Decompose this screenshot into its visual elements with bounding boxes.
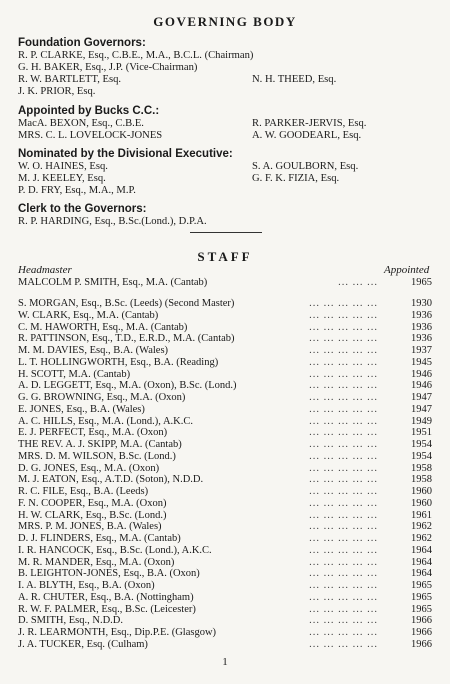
staff-name: M. R. MANDER, Esq., M.A. (Oxon): [18, 557, 178, 569]
leader-dots: ... ... ... ... ...: [309, 321, 378, 333]
appointed-year: 1964: [411, 544, 432, 556]
staff-row: [18, 580, 432, 592]
staff-row: [18, 604, 432, 616]
staff-name: R. W. F. PALMER, Esq., B.Sc. (Leicester): [18, 604, 200, 616]
appointed-year: 1936: [411, 321, 432, 333]
staff-name: J. A. TUCKER, Esq. (Culham): [18, 639, 152, 651]
staff-row: [18, 427, 432, 439]
appointed-year: 1962: [411, 521, 432, 533]
staff-name: MRS. D. M. WILSON, B.Sc. (Lond.): [18, 451, 180, 463]
staff-name: D. SMITH, Esq., N.D.D.: [18, 615, 127, 627]
leader-dots: ... ... ... ... ...: [309, 427, 378, 439]
appointed-year: 1960: [411, 486, 432, 497]
staff-name: I. R. HANCOCK, Esq., B.Sc. (Lond.), A.K.C.: [18, 545, 216, 557]
leader-dots: ... ... ... ... ...: [309, 615, 378, 627]
staff-row: [18, 380, 432, 392]
leader-dots: ... ... ... ... ...: [309, 415, 378, 427]
staff-name: F. N. COOPER, Esq., M.A. (Oxon): [18, 498, 171, 510]
staff-name: THE REV. A. J. SKIPP, M.A. (Cantab): [18, 439, 186, 451]
staff-row: [18, 322, 432, 334]
appointed-year: 1954: [411, 450, 432, 462]
staff-name: A. D. LEGGETT, Esq., M.A. (Oxon), B.Sc. (Lond.): [18, 380, 241, 392]
leader-dots: ... ... ... ... ...: [309, 368, 378, 380]
appointed-year: 1960: [411, 497, 432, 509]
leader-dots: ... ... ... ... ...: [309, 403, 378, 415]
leader-dots: ... ... ... ... ...: [309, 556, 378, 568]
leader-dots: ... ... ... ... ...: [309, 356, 378, 368]
clerk-heading: Clerk to the Governors:: [18, 203, 147, 215]
leader-dots: ... ... ... ... ...: [309, 544, 378, 556]
headmaster-row: [18, 277, 432, 289]
staff-name: D. J. FLINDERS, Esq., M.A. (Cantab): [18, 533, 185, 545]
appointed-year: 1951: [411, 427, 432, 439]
staff-name: C. M. HAWORTH, Esq., M.A. (Cantab): [18, 322, 191, 334]
appointed-year: 1966: [411, 627, 432, 638]
appointed-year: 1962: [411, 533, 432, 544]
appointed-year: 1954: [411, 439, 432, 450]
appointed-year: 1966: [411, 638, 432, 650]
appointed-year: 1936: [411, 309, 432, 321]
appointed-year: 1964: [411, 556, 432, 568]
leader-dots: ... ... ... ... ...: [309, 380, 378, 392]
staff-name: J. R. LEARMONTH, Esq., Dip.P.E. (Glasgow): [18, 627, 220, 639]
leader-dots: ... ... ... ... ...: [309, 627, 378, 638]
staff-name: I. A. BLYTH, Esq., B.A. (Oxon): [18, 580, 159, 592]
appointed-year: 1946: [411, 380, 432, 392]
appointed-year: 1965: [411, 603, 432, 615]
staff-name: A. R. CHUTER, Esq., B.A. (Nottingham): [18, 592, 198, 604]
governor-name: M. J. KEELEY, Esq.: [18, 173, 106, 184]
leader-dots: ... ... ... ... ...: [309, 462, 378, 474]
staff-row: [18, 451, 432, 463]
leader-dots: ... ... ... ... ...: [309, 345, 378, 356]
governor-name: A. W. GOODEARL, Esq.: [252, 130, 362, 141]
staff-name: L. T. HOLLINGWORTH, Esq., B.A. (Reading): [18, 357, 222, 369]
staff-row: [18, 333, 432, 345]
staff-name: M. J. EATON, Esq., A.T.D. (Soton), N.D.D.: [18, 474, 207, 486]
staff-row: [18, 486, 432, 498]
staff-name: R. C. FILE, Esq., B.A. (Leeds): [18, 486, 152, 498]
appointed-year: 1958: [411, 474, 432, 486]
staff-name: R. PATTINSON, Esq., T.D., E.R.D., M.A. (Cantab): [18, 333, 239, 345]
appointed-year: 1964: [411, 568, 432, 580]
governor-name: J. K. PRIOR, Esq.: [18, 86, 96, 97]
appointed-year: 1945: [411, 356, 432, 368]
staff-name: M. M. DAVIES, Esq., B.A. (Wales): [18, 345, 172, 357]
governor-name: S. A. GOULBORN, Esq.: [252, 161, 359, 172]
staff-row: [18, 416, 432, 428]
staff-row: [18, 627, 432, 639]
staff-name: MRS. P. M. JONES, B.A. (Wales): [18, 521, 166, 533]
governor-name: R. W. BARTLETT, Esq.: [18, 74, 122, 85]
staff-row: [18, 369, 432, 381]
governor-name: N. H. THEED, Esq.: [252, 74, 337, 85]
governor-name: G. F. K. FIZIA, Esq.: [252, 173, 340, 184]
staff-row: [18, 615, 432, 627]
staff-row: [18, 404, 432, 416]
leader-dots: ... ... ... ... ...: [309, 591, 378, 603]
appointed-year: 1937: [411, 345, 432, 356]
headmaster-name: MALCOLM P. SMITH, Esq., M.A. (Cantab): [18, 277, 211, 289]
leader-dots: ... ... ... ... ...: [309, 486, 378, 497]
foundation-governors-heading: Foundation Governors:: [18, 37, 146, 49]
leader-dots: ... ... ... ... ...: [309, 533, 378, 544]
appointed-label: Appointed: [384, 264, 430, 276]
staff-row: [18, 521, 432, 533]
divisional-executive-heading: Nominated by the Divisional Executive:: [18, 148, 233, 160]
staff-name: S. MORGAN, Esq., B.Sc. (Leeds) (Second Master): [18, 298, 238, 310]
leader-dots: ... ... ... ... ...: [309, 603, 378, 615]
staff-row: [18, 533, 432, 545]
appointed-year: 1949: [411, 415, 432, 427]
staff-name: B. LEIGHTON-JONES, Esq., B.A. (Oxon): [18, 568, 204, 580]
staff-name: A. C. HILLS, Esq., M.A. (Lond.), A.K.C.: [18, 416, 197, 428]
staff-row: [18, 498, 432, 510]
staff-row: [18, 357, 432, 369]
staff-name: E. JONES, Esq., B.A. (Wales): [18, 404, 149, 416]
page-number: 1: [222, 656, 228, 668]
appointed-year: 1947: [411, 403, 432, 415]
leader-dots: ... ... ... ... ...: [309, 298, 378, 309]
staff-row: [18, 392, 432, 404]
staff-row: [18, 439, 432, 451]
governor-name: P. D. FRY, Esq., M.A., M.P.: [18, 185, 136, 196]
staff-row: [18, 545, 432, 557]
staff-row: [18, 463, 432, 475]
appointed-year: 1958: [411, 462, 432, 474]
leader-dots: ... ... ... ... ...: [309, 638, 378, 650]
appointed-year: 1961: [411, 509, 432, 521]
staff-row: [18, 557, 432, 569]
governor-name: MacA. BEXON, Esq., C.B.E.: [18, 118, 144, 129]
staff-name: H. W. CLARK, Esq., B.Sc. (Lond.): [18, 510, 170, 522]
staff-row: [18, 592, 432, 604]
leader-dots: ... ... ...: [338, 277, 378, 288]
appointed-year: 1946: [411, 368, 432, 380]
governor-name: G. H. BAKER, Esq., J.P. (Vice-Chairman): [18, 62, 198, 73]
governing-body-title: GOVERNING BODY: [153, 14, 297, 29]
leader-dots: ... ... ... ... ...: [309, 392, 378, 403]
staff-name: E. J. PERFECT, Esq., M.A. (Oxon): [18, 427, 171, 439]
governor-name: MRS. C. L. LOVELOCK-JONES: [18, 130, 163, 141]
leader-dots: ... ... ... ... ...: [309, 309, 378, 321]
staff-name: G. G. BROWNING, Esq., M.A. (Oxon): [18, 392, 189, 404]
staff-row: [18, 310, 432, 322]
staff-row: [18, 298, 432, 310]
leader-dots: ... ... ... ... ...: [309, 439, 378, 450]
leader-dots: ... ... ... ... ...: [309, 521, 378, 533]
appointed-year: 1965: [411, 580, 432, 591]
leader-dots: ... ... ... ... ...: [309, 497, 378, 509]
headmaster-label: Headmaster: [18, 264, 72, 276]
staff-name: H. SCOTT, M.A. (Cantab): [18, 369, 134, 381]
governor-name: W. O. HAINES, Esq.: [18, 161, 108, 172]
appointed-year: 1947: [411, 392, 432, 403]
bucks-cc-heading: Appointed by Bucks C.C.:: [18, 105, 160, 117]
staff-name: D. G. JONES, Esq., M.A. (Oxon): [18, 463, 163, 475]
staff-name: W. CLARK, Esq., M.A. (Cantab): [18, 310, 162, 322]
staff-row: [18, 639, 432, 651]
appointed-year: 1965: [411, 591, 432, 603]
clerk-name: R. P. HARDING, Esq., B.Sc.(Lond.), D.P.A.: [18, 216, 207, 227]
governor-name: R. P. CLARKE, Esq., C.B.E., M.A., B.C.L. (Chairman): [18, 50, 254, 61]
section-divider: [190, 232, 262, 233]
staff-row: [18, 345, 432, 357]
appointed-year: 1936: [411, 333, 432, 345]
leader-dots: ... ... ... ... ...: [309, 568, 378, 580]
appointed-year: 1966: [411, 615, 432, 627]
appointed-year: 1965: [411, 277, 432, 288]
staff-row: [18, 474, 432, 486]
staff-title: STAFF: [197, 249, 253, 264]
staff-row: [18, 568, 432, 580]
leader-dots: ... ... ... ... ...: [309, 333, 378, 345]
leader-dots: ... ... ... ... ...: [309, 509, 378, 521]
staff-row: [18, 510, 432, 522]
appointed-year: 1930: [411, 298, 432, 309]
leader-dots: ... ... ... ... ...: [309, 450, 378, 462]
leader-dots: ... ... ... ... ...: [309, 474, 378, 486]
governor-name: R. PARKER-JERVIS, Esq.: [252, 118, 367, 129]
leader-dots: ... ... ... ... ...: [309, 580, 378, 591]
